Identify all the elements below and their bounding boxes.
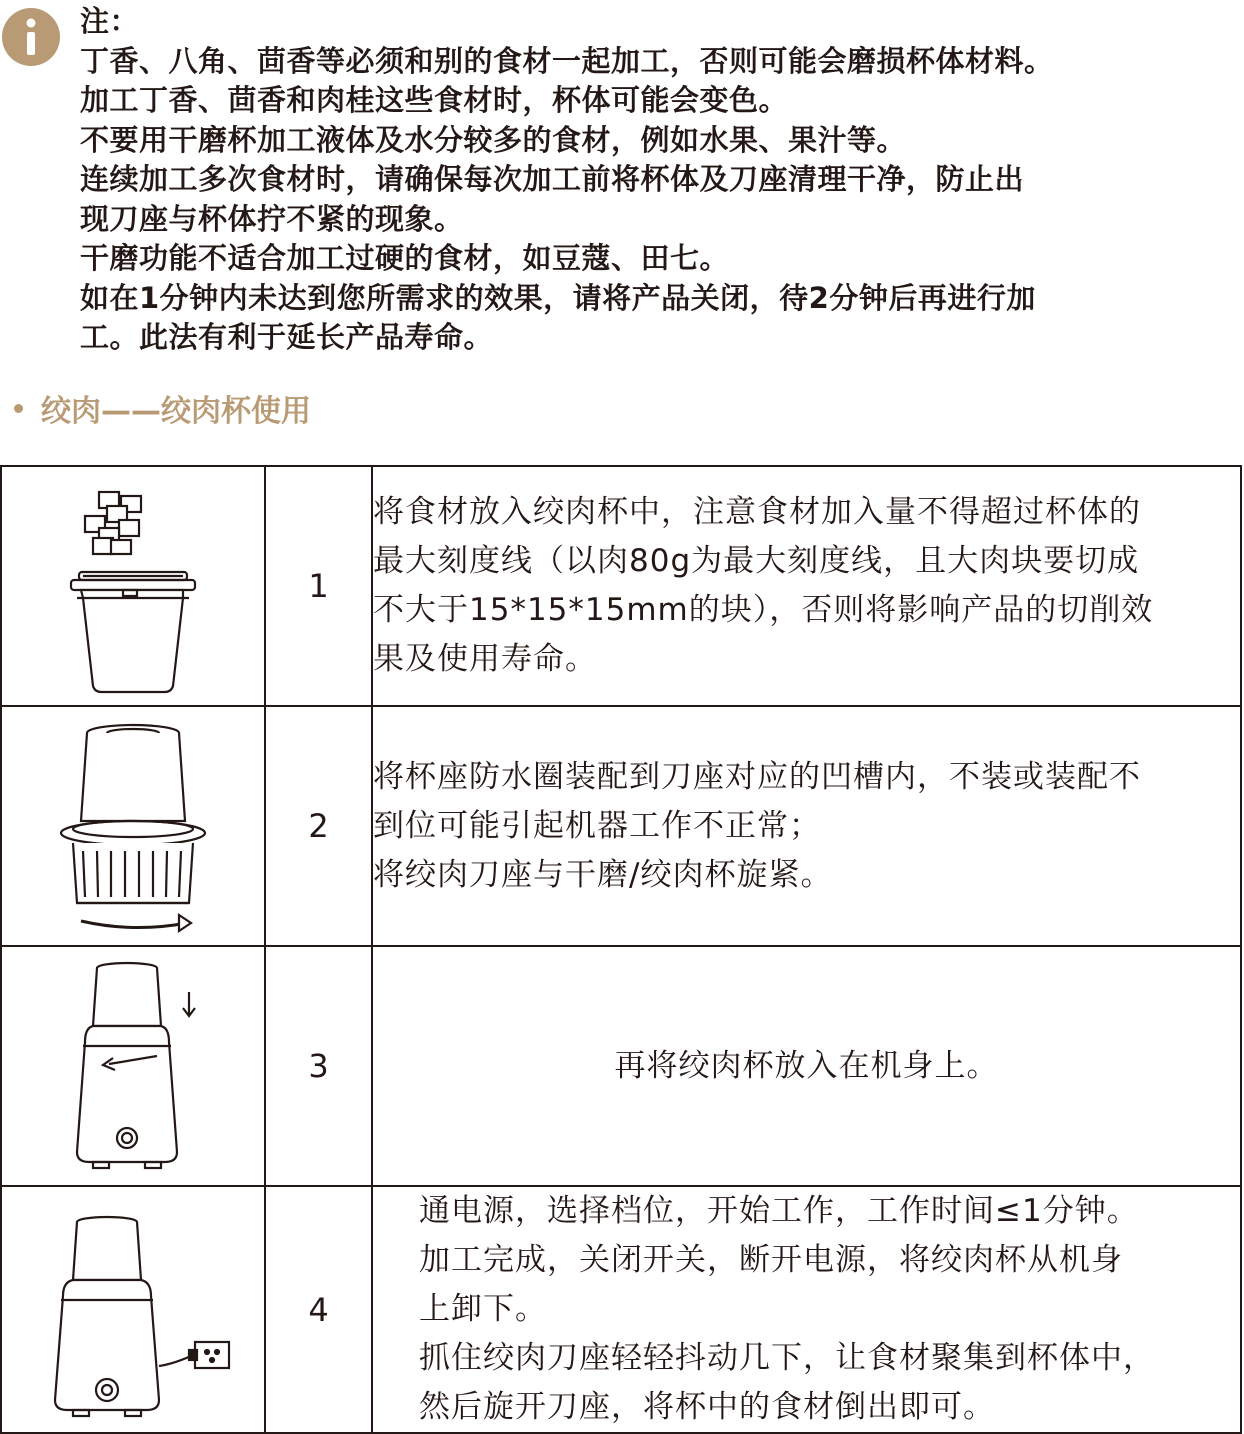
step-illustration — [1, 706, 265, 946]
note-line: 工。此法有利于延长产品寿命。 — [80, 320, 494, 354]
step-line: 通电源，选择档位，开始工作，工作时间≤1分钟。 — [419, 1193, 1139, 1229]
meat-cubes-into-cup-illustration — [33, 476, 233, 696]
section-heading — [14, 388, 311, 428]
step-line: 到位可能引起机器工作不正常； — [373, 807, 821, 844]
step-line: 然后旋开刀座，将杯中的食材倒出即可。 — [419, 1389, 995, 1425]
step-line: 再将绞肉杯放入在机身上。 — [614, 1047, 999, 1084]
step-line: 将绞肉刀座与干磨/绞肉杯旋紧。 — [373, 856, 833, 893]
bullet-dot — [14, 404, 23, 413]
step-line: 加工完成，关闭开关，断开电源，将绞肉杯从机身 — [419, 1242, 1123, 1278]
step-line: 将食材放入绞肉杯中，注意食材加入量不得超过杯体的 — [373, 494, 1141, 530]
note-line: 加工丁香、茴香和肉桂这些食材时，杯体可能会变色。 — [80, 83, 789, 117]
note-line: 不要用干磨杯加工液体及水分较多的食材，例如水果、果汁等。 — [80, 122, 907, 157]
table-row — [1, 466, 1241, 706]
step-number: 3 — [265, 946, 372, 1186]
step-line: 不大于15*15*15mm的块），否则将影响产品的切削效 — [373, 592, 1154, 628]
step-illustration — [1, 466, 265, 706]
step-line: 上卸下。 — [419, 1291, 547, 1327]
step-description — [372, 706, 1241, 946]
step-number: 1 — [265, 466, 372, 706]
step-description — [372, 466, 1241, 706]
cup-with-blade-seat-illustration — [33, 711, 233, 941]
info-icon — [2, 8, 60, 66]
section-title: 绞肉——绞肉杯使用 — [41, 394, 311, 429]
table-row — [1, 1186, 1241, 1433]
step-description — [372, 946, 1241, 1186]
step-number: 4 — [265, 1186, 372, 1433]
note-line: 连续加工多次食材时，请确保每次加工前将杯体及刀座清理干净，防止出 — [80, 162, 1025, 196]
steps-table — [0, 465, 1242, 1434]
step-line: 抓住绞肉刀座轻轻抖动几下，让食材聚集到杯体中， — [419, 1340, 1155, 1376]
machine-plugged-in-illustration — [23, 1200, 243, 1420]
note-line: 现刀座与杯体拧不紧的现象。 — [80, 201, 464, 236]
note-line: 如在1分钟内未达到您所需求的效果，请将产品关闭，待2分钟后再进行加 — [80, 280, 1036, 315]
step-line: 将杯座防水圈装配到刀座对应的凹槽内，不装或装配不 — [373, 758, 1141, 795]
note-line: 丁香、八角、茴香等必须和别的食材一起加工，否则可能会磨损杯体材料。 — [80, 43, 1054, 78]
step-illustration — [1, 1186, 265, 1433]
step-illustration — [1, 946, 265, 1186]
table-row — [1, 706, 1241, 946]
step-line: 最大刻度线（以肉80g为最大刻度线，且大肉块要切成 — [373, 543, 1140, 579]
cup-on-motor-base-illustration — [33, 956, 233, 1176]
step-description — [372, 1186, 1241, 1433]
note-line: 干磨功能不适合加工过硬的食材，如豆蔻、田七。 — [80, 241, 730, 275]
note-title: 注： — [80, 4, 140, 38]
table-row — [1, 946, 1241, 1186]
step-number: 2 — [265, 706, 372, 946]
note-block — [80, 2, 1230, 358]
step-line: 果及使用寿命。 — [373, 641, 597, 677]
